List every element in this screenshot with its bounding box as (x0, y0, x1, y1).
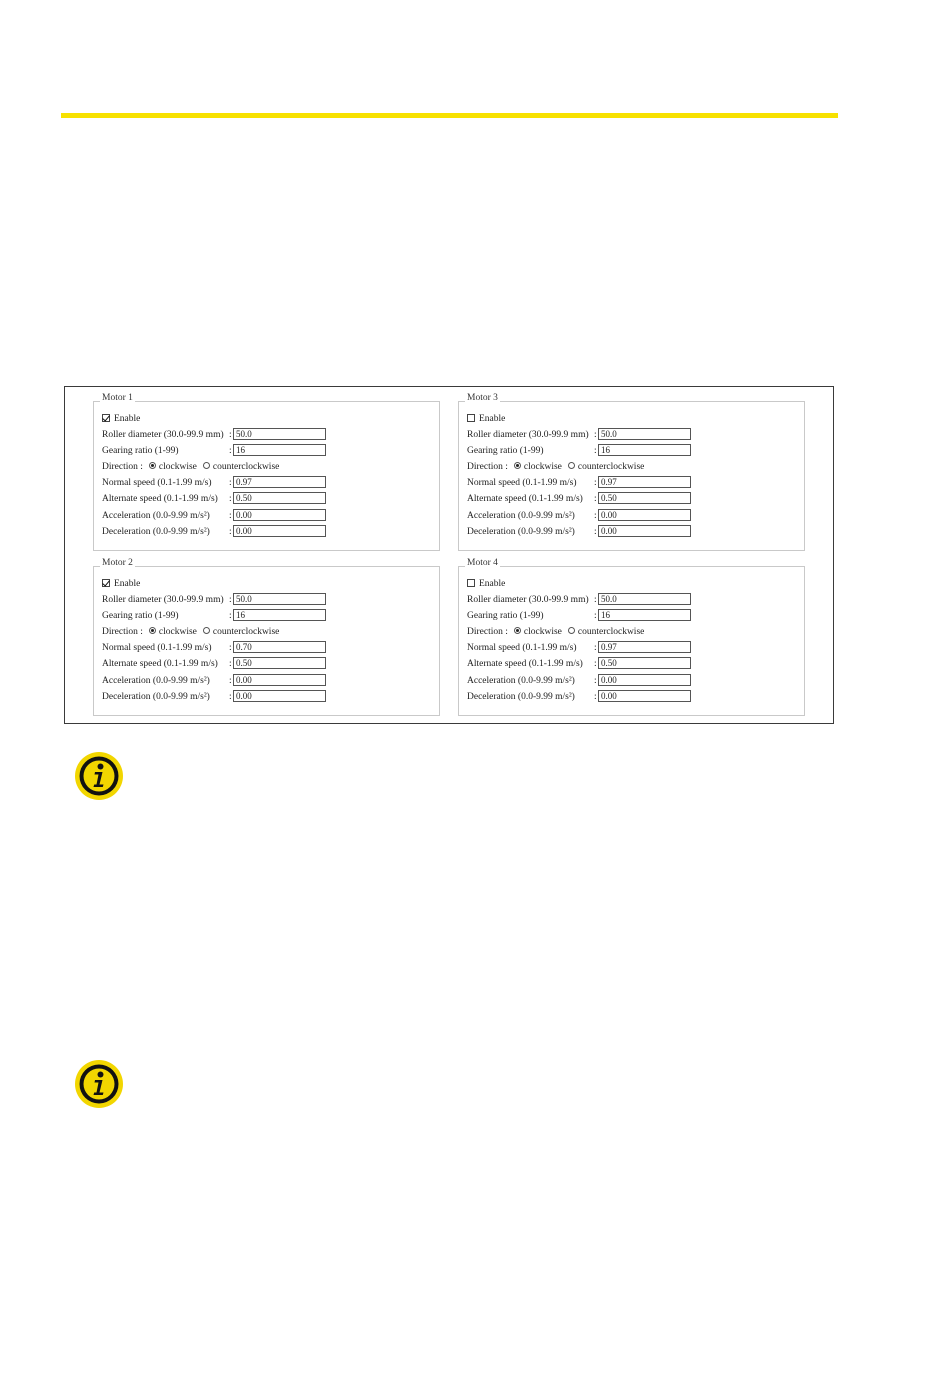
roller-diameter-label: Roller diameter (30.0-99.9 mm) (467, 595, 589, 605)
direction-label: Direction : (467, 462, 508, 472)
enable-checkbox[interactable] (102, 579, 110, 587)
direction-row (102, 460, 279, 474)
colon: : (229, 643, 232, 653)
alternate-speed-input[interactable]: 0.50 (233, 657, 326, 669)
alternate-speed-label: Alternate speed (0.1-1.99 m/s) (102, 494, 218, 504)
colon: : (229, 595, 232, 605)
acceleration-label: Acceleration (0.0-9.99 m/s²) (102, 676, 210, 686)
clockwise-label: clockwise (158, 627, 197, 637)
direction-label: Direction : (467, 627, 508, 637)
clockwise-radio[interactable] (514, 462, 521, 469)
info-icon (74, 1059, 124, 1109)
normal-speed-label: Normal speed (0.1-1.99 m/s) (102, 643, 212, 653)
acceleration-input[interactable]: 0.00 (233, 509, 326, 521)
yellow-header-rule (61, 113, 838, 118)
colon: : (594, 494, 597, 504)
colon: : (229, 430, 232, 440)
alternate-speed-label: Alternate speed (0.1-1.99 m/s) (467, 659, 583, 669)
counterclockwise-radio[interactable] (568, 462, 575, 469)
colon: : (594, 446, 597, 456)
normal-speed-input[interactable]: 0.97 (233, 476, 326, 488)
colon: : (229, 611, 232, 621)
colon: : (594, 478, 597, 488)
counterclockwise-radio[interactable] (203, 627, 210, 634)
deceleration-label: Deceleration (0.0-9.99 m/s²) (102, 527, 210, 537)
acceleration-input[interactable]: 0.00 (598, 509, 691, 521)
colon: : (229, 692, 232, 702)
enable-row (467, 412, 505, 426)
colon: : (594, 676, 597, 686)
direction-label: Direction : (102, 462, 143, 472)
normal-speed-input[interactable]: 0.97 (598, 641, 691, 653)
colon: : (594, 430, 597, 440)
enable-row (102, 577, 140, 591)
colon: : (594, 527, 597, 537)
colon: : (594, 511, 597, 521)
acceleration-label: Acceleration (0.0-9.99 m/s²) (467, 676, 575, 686)
enable-row (102, 412, 140, 426)
alternate-speed-input[interactable]: 0.50 (598, 657, 691, 669)
motor-settings-panel (64, 386, 834, 724)
clockwise-label: clockwise (158, 462, 197, 472)
colon: : (229, 527, 232, 537)
colon: : (229, 494, 232, 504)
normal-speed-label: Normal speed (0.1-1.99 m/s) (467, 643, 577, 653)
colon: : (594, 611, 597, 621)
colon: : (229, 676, 232, 686)
motor-2-group (93, 558, 440, 716)
enable-checkbox[interactable] (467, 414, 475, 422)
motor-4-group (458, 558, 805, 716)
deceleration-label: Deceleration (0.0-9.99 m/s²) (467, 527, 575, 537)
clockwise-label: clockwise (523, 627, 562, 637)
colon: : (594, 595, 597, 605)
motor-1-legend: Motor 1 (102, 393, 133, 403)
deceleration-label: Deceleration (0.0-9.99 m/s²) (102, 692, 210, 702)
alternate-speed-input[interactable]: 0.50 (233, 492, 326, 504)
clockwise-radio[interactable] (149, 462, 156, 469)
acceleration-input[interactable]: 0.00 (598, 674, 691, 686)
direction-row (467, 625, 644, 639)
enable-row (467, 577, 505, 591)
motor-4-legend: Motor 4 (467, 558, 498, 568)
deceleration-input[interactable]: 0.00 (233, 525, 326, 537)
roller-diameter-input[interactable]: 50.0 (233, 428, 326, 440)
gearing-ratio-label: Gearing ratio (1-99) (102, 446, 179, 456)
motor-1-group (93, 393, 440, 551)
roller-diameter-input[interactable]: 50.0 (598, 428, 691, 440)
counterclockwise-label: counterclockwise (577, 462, 645, 472)
alternate-speed-label: Alternate speed (0.1-1.99 m/s) (467, 494, 583, 504)
counterclockwise-radio[interactable] (568, 627, 575, 634)
deceleration-input[interactable]: 0.00 (233, 690, 326, 702)
roller-diameter-label: Roller diameter (30.0-99.9 mm) (102, 430, 224, 440)
normal-speed-input[interactable]: 0.70 (233, 641, 326, 653)
counterclockwise-radio[interactable] (203, 462, 210, 469)
gearing-ratio-input[interactable]: 16 (233, 444, 326, 456)
deceleration-label: Deceleration (0.0-9.99 m/s²) (467, 692, 575, 702)
colon: : (594, 692, 597, 702)
direction-row (102, 625, 279, 639)
roller-diameter-input[interactable]: 50.0 (233, 593, 326, 605)
colon: : (594, 659, 597, 669)
gearing-ratio-label: Gearing ratio (1-99) (102, 611, 179, 621)
clockwise-radio[interactable] (149, 627, 156, 634)
roller-diameter-label: Roller diameter (30.0-99.9 mm) (467, 430, 589, 440)
enable-label: Enable (479, 579, 506, 589)
gearing-ratio-label: Gearing ratio (1-99) (467, 611, 544, 621)
colon: : (229, 478, 232, 488)
motor-2-legend: Motor 2 (102, 558, 133, 568)
enable-checkbox[interactable] (102, 414, 110, 422)
roller-diameter-label: Roller diameter (30.0-99.9 mm) (102, 595, 224, 605)
enable-label: Enable (479, 414, 506, 424)
clockwise-label: clockwise (523, 462, 562, 472)
counterclockwise-label: counterclockwise (212, 627, 280, 637)
normal-speed-label: Normal speed (0.1-1.99 m/s) (467, 478, 577, 488)
direction-label: Direction : (102, 627, 143, 637)
alternate-speed-input[interactable]: 0.50 (598, 492, 691, 504)
direction-row (467, 460, 644, 474)
colon: : (594, 643, 597, 653)
deceleration-input[interactable]: 0.00 (598, 525, 691, 537)
gearing-ratio-input[interactable]: 16 (233, 609, 326, 621)
normal-speed-label: Normal speed (0.1-1.99 m/s) (102, 478, 212, 488)
enable-label: Enable (114, 579, 141, 589)
gearing-ratio-input[interactable]: 16 (598, 444, 691, 456)
gearing-ratio-input[interactable]: 16 (598, 609, 691, 621)
acceleration-label: Acceleration (0.0-9.99 m/s²) (467, 511, 575, 521)
deceleration-input[interactable]: 0.00 (598, 690, 691, 702)
enable-checkbox[interactable] (467, 579, 475, 587)
acceleration-label: Acceleration (0.0-9.99 m/s²) (102, 511, 210, 521)
roller-diameter-input[interactable]: 50.0 (598, 593, 691, 605)
info-icon (74, 751, 124, 801)
counterclockwise-label: counterclockwise (577, 627, 645, 637)
normal-speed-input[interactable]: 0.97 (598, 476, 691, 488)
colon: : (229, 511, 232, 521)
clockwise-radio[interactable] (514, 627, 521, 634)
alternate-speed-label: Alternate speed (0.1-1.99 m/s) (102, 659, 218, 669)
counterclockwise-label: counterclockwise (212, 462, 280, 472)
colon: : (229, 446, 232, 456)
colon: : (229, 659, 232, 669)
acceleration-input[interactable]: 0.00 (233, 674, 326, 686)
motor-3-group (458, 393, 805, 551)
motor-3-legend: Motor 3 (467, 393, 498, 403)
enable-label: Enable (114, 414, 141, 424)
gearing-ratio-label: Gearing ratio (1-99) (467, 446, 544, 456)
